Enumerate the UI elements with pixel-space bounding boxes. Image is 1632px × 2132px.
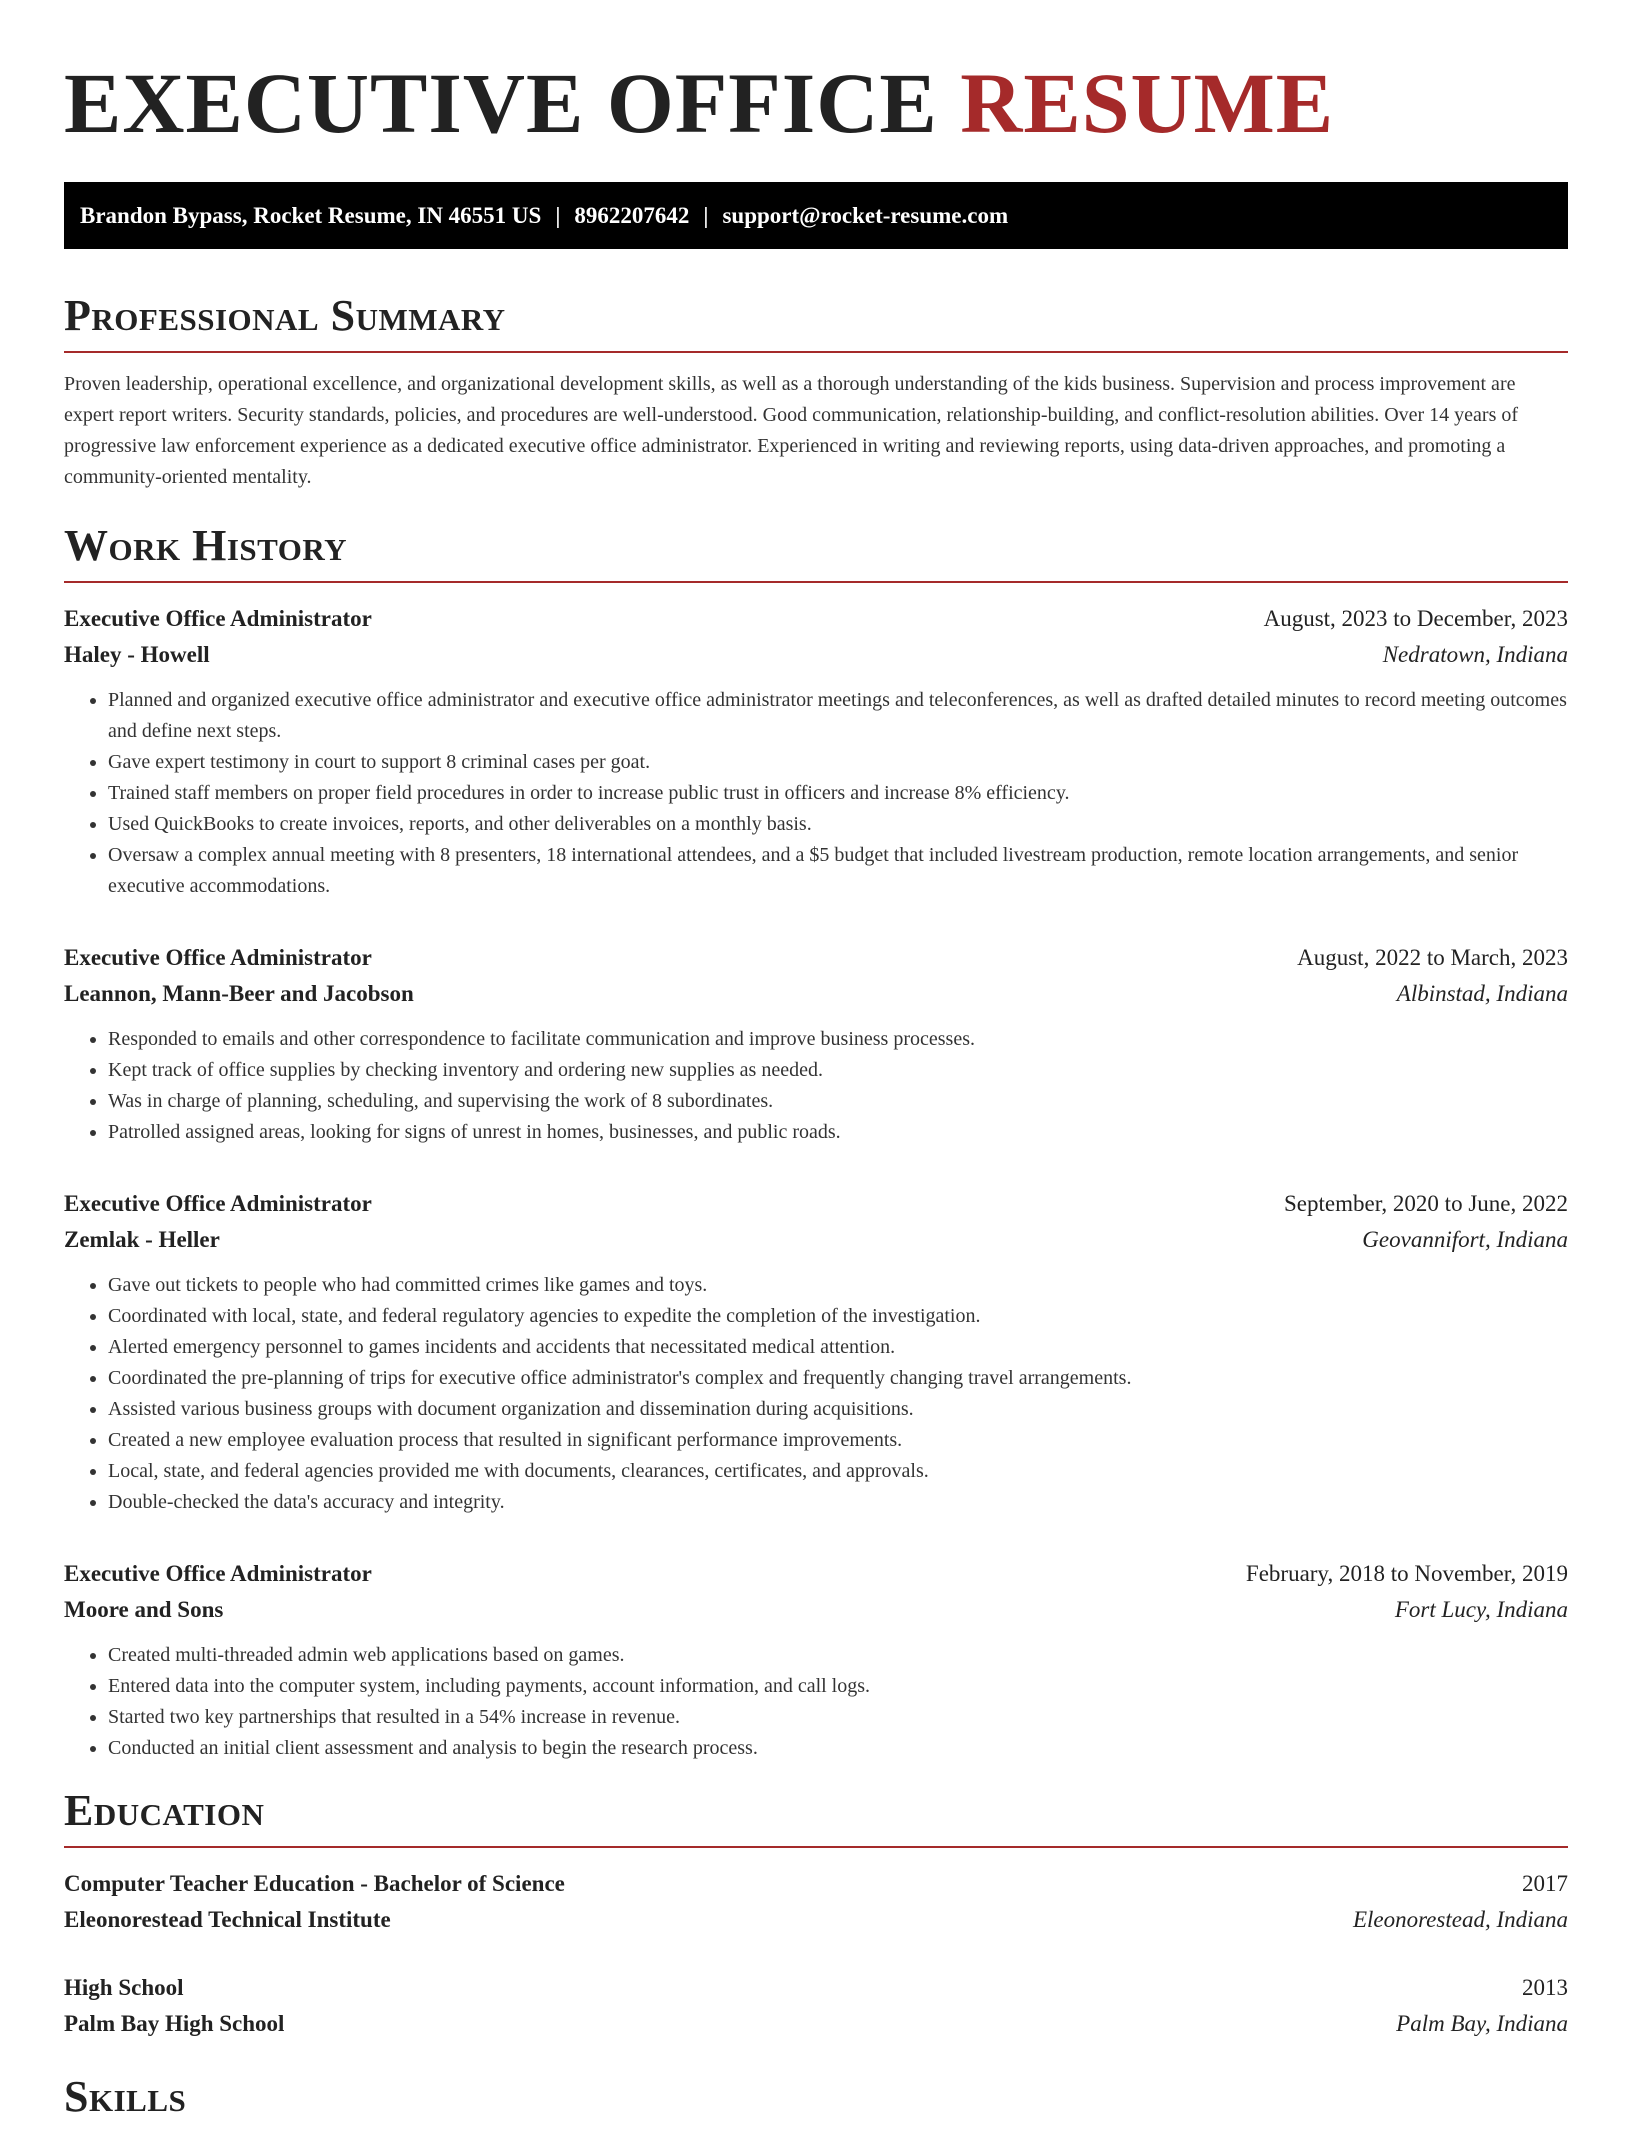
education-list xyxy=(64,1866,1568,2042)
education-degree: High School xyxy=(64,1975,184,2000)
job-location: Geovannifort, Indiana xyxy=(1362,1227,1568,1252)
job-entry xyxy=(64,940,1568,1148)
resume-title xyxy=(64,55,1568,151)
list-item: • Kept track of office supplies by checking inventory and ordering new supplies as needed. xyxy=(108,1055,1568,1086)
list-item: • Planned and organized executive office administrator and executive office administrator meetings and teleconferences, as well as drafted detailed minutes to record meeting outcomes and define next steps. xyxy=(108,685,1568,747)
job-company: Haley - Howell xyxy=(64,642,210,667)
job-role: Executive Office Administrator xyxy=(64,606,372,631)
list-item: • Local, state, and federal agencies provided me with documents, clearances, certificates, and approvals. xyxy=(108,1456,1568,1487)
list-item: • Was in charge of planning, scheduling, and supervising the work of 8 subordinates. xyxy=(108,1086,1568,1117)
list-item: • Oversaw a complex annual meeting with 8 presenters, 18 international attendees, and a $5 budget that included livestream production, remote location arrangements, and senior executive accommodations. xyxy=(108,840,1568,902)
list-item: • Gave expert testimony in court to support 8 criminal cases per goat. xyxy=(108,747,1568,778)
list-item: • Used QuickBooks to create invoices, reports, and other deliverables on a monthly basis. xyxy=(108,809,1568,840)
job-dates: August, 2023 to December, 2023 xyxy=(1263,606,1568,631)
education-entry xyxy=(64,1866,1568,1938)
job-location: Fort Lucy, Indiana xyxy=(1394,1597,1568,1622)
job-company-row xyxy=(64,1592,1568,1628)
job-company: Leannon, Mann-Beer and Jacobson xyxy=(64,981,414,1006)
contact-bar xyxy=(64,182,1568,249)
contact-email: support@rocket-resume.com xyxy=(722,203,1009,228)
job-bullets xyxy=(64,1024,1568,1148)
job-bullets xyxy=(64,1270,1568,1518)
job-entry xyxy=(64,1186,1568,1518)
job-header-row xyxy=(64,940,1568,976)
resume-page xyxy=(64,0,1568,2132)
job-dates: September, 2020 to June, 2022 xyxy=(1284,1191,1568,1216)
education-location: Eleonorestead, Indiana xyxy=(1352,1907,1568,1932)
job-role: Executive Office Administrator xyxy=(64,1561,372,1586)
job-bullets xyxy=(64,685,1568,902)
job-company: Zemlak - Heller xyxy=(64,1227,220,1252)
section-title-education: Education xyxy=(64,1786,1568,1848)
list-item: • Trained staff members on proper field procedures in order to increase public trust in officers and increase 8% efficiency. xyxy=(108,778,1568,809)
job-entry xyxy=(64,601,1568,902)
job-company: Moore and Sons xyxy=(64,1597,224,1622)
work-history-list xyxy=(64,601,1568,1764)
education-year: 2013 xyxy=(1522,1975,1568,2000)
list-item: • Conducted an initial client assessment and analysis to begin the research process. xyxy=(108,1733,1568,1764)
job-dates: August, 2022 to March, 2023 xyxy=(1297,945,1568,970)
education-year: 2017 xyxy=(1522,1871,1568,1896)
contact-address: Brandon Bypass, Rocket Resume, IN 46551 US xyxy=(80,203,542,228)
list-item: • Responded to emails and other correspondence to facilitate communication and improve business processes. xyxy=(108,1024,1568,1055)
list-item: • Coordinated with local, state, and federal regulatory agencies to expedite the completion of the investigation. xyxy=(108,1301,1568,1332)
section-title-work-history: Work History xyxy=(64,521,1568,583)
job-entry xyxy=(64,1556,1568,1764)
list-item: • Alerted emergency personnel to games incidents and accidents that necessitated medical attention. xyxy=(108,1332,1568,1363)
education-entry xyxy=(64,1970,1568,2042)
job-company-row xyxy=(64,1222,1568,1258)
list-item: • Entered data into the computer system, including payments, account information, and call logs. xyxy=(108,1671,1568,1702)
job-role: Executive Office Administrator xyxy=(64,1191,372,1216)
job-header-row xyxy=(64,1186,1568,1222)
list-item: • Patrolled assigned areas, looking for signs of unrest in homes, businesses, and public roads. xyxy=(108,1117,1568,1148)
education-school-row xyxy=(64,2006,1568,2042)
job-company-row xyxy=(64,976,1568,1012)
job-company-row xyxy=(64,637,1568,673)
summary-text: Proven leadership, operational excellence, and organizational development skills, as well as a thorough understanding of the kids business. Supervision and process improvement are expert report writers. Security standards, policies, and procedures are well-understood. Good communication, relationship-building, and conflict-resolution abilities. Over 14 years of progressive law enforcement experience as a dedicated executive office administrator. Experienced in writing and reviewing reports, using data-driven approaches, and promoting a community-oriented mentality. xyxy=(64,373,1519,488)
title-accent: RESUME xyxy=(960,55,1335,151)
job-header-row xyxy=(64,601,1568,637)
education-degree: Computer Teacher Education - Bachelor of Science xyxy=(64,1871,565,1896)
job-location: Albinstad, Indiana xyxy=(1396,981,1568,1006)
list-item: • Created multi-threaded admin web applications based on games. xyxy=(108,1640,1568,1671)
contact-phone: 8962207642 xyxy=(574,203,690,228)
section-title-summary: Professional Summary xyxy=(64,291,1568,353)
education-school: Palm Bay High School xyxy=(64,2011,285,2036)
title-main: EXECUTIVE OFFICE xyxy=(64,55,938,151)
list-item: • Double-checked the data's accuracy and integrity. xyxy=(108,1487,1568,1518)
section-title-skills: Skills xyxy=(64,2072,187,2121)
job-dates: February, 2018 to November, 2019 xyxy=(1245,1561,1568,1586)
job-role: Executive Office Administrator xyxy=(64,945,372,970)
education-school: Eleonorestead Technical Institute xyxy=(64,1907,391,1932)
education-header-row xyxy=(64,1866,1568,1902)
list-item: • Assisted various business groups with document organization and dissemination during acquisitions. xyxy=(108,1394,1568,1425)
contact-separator: | xyxy=(703,203,709,228)
list-item: • Created a new employee evaluation process that resulted in significant performance improvements. xyxy=(108,1425,1568,1456)
education-school-row xyxy=(64,1902,1568,1938)
job-header-row xyxy=(64,1556,1568,1592)
job-bullets xyxy=(64,1640,1568,1764)
list-item: • Started two key partnerships that resulted in a 54% increase in revenue. xyxy=(108,1702,1568,1733)
education-header-row xyxy=(64,1970,1568,2006)
list-item: • Coordinated the pre-planning of trips for executive office administrator's complex and frequently changing travel arrangements. xyxy=(108,1363,1568,1394)
education-location: Palm Bay, Indiana xyxy=(1396,2011,1568,2036)
list-item: • Gave out tickets to people who had committed crimes like games and toys. xyxy=(108,1270,1568,1301)
job-location: Nedratown, Indiana xyxy=(1382,642,1568,667)
contact-separator: | xyxy=(555,203,561,228)
